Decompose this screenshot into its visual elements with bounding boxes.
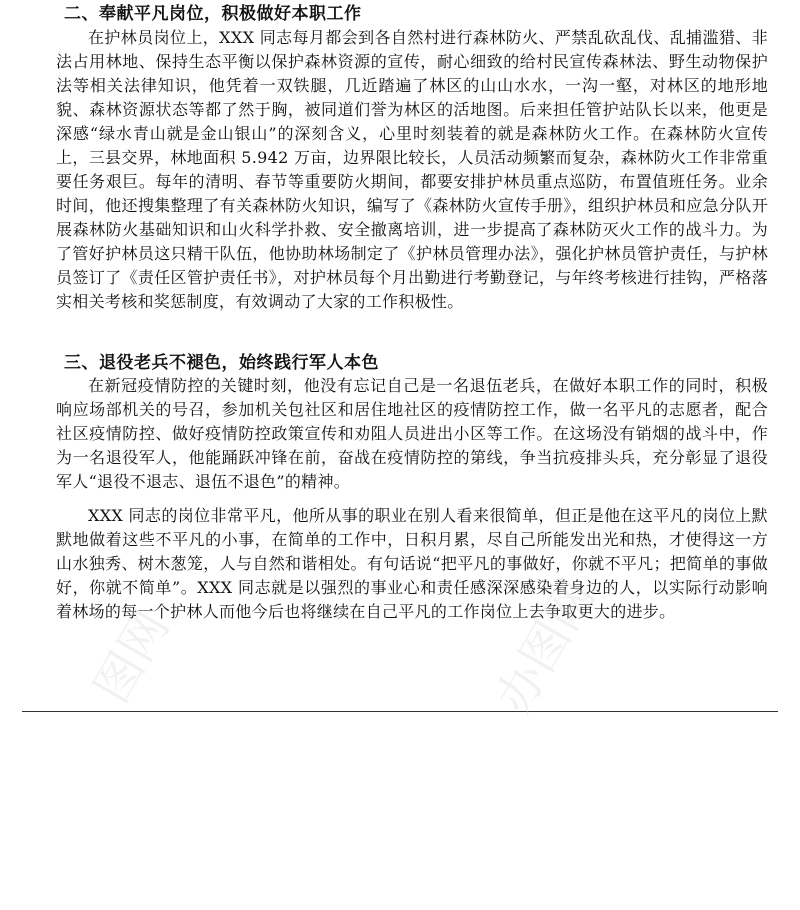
watermark: 图网: [83, 601, 181, 713]
section3-paragraph: 在新冠疫情防控的关键时刻，他没有忘记自己是一名退伍老兵，在做好本职工作的同时，积极响应场部机关的号召，参加机关包社区和居住地社区的疫情防控工作，做一名平凡的志愿者，配合社区疫情防控、做好疫情防控政策宣传和劝阻人员进出小区等工作。在这场没有销烟的战斗中，作为一名退役军人，他能踊跃冲锋在前，奋战在疫情防控的第线，争当抗疫排头兵，充分彰显了退役军人“退役不退志、退伍不退色”的精神。: [56, 376, 768, 491]
section3-heading: 三、退役老兵不褪色，始终践行军人本色: [64, 353, 379, 373]
closing-paragraph: XXX 同志的岗位非常平凡，他所从事的职业在别人看来很简单，但正是他在这平凡的岗位上默默地做着这些不平凡的小事，在简单的工作中，日积月累，尽自己所能发出光和热，才使得这一方山水独秀、树木葱笼，人与自然和谐相处。有句话说“把平凡的事做好，你就不平凡；把简单的事做好，你就不简单”。XXX 同志就是以强烈的事业心和责任感深深感染着身边的人，以实际行动影响着林场的每一个护林人而他今后也将继续在自己平凡的工作岗位上去争取更大的进步。: [56, 506, 768, 621]
section2-heading: 二、奉献平凡岗位，积极做好本职工作: [64, 4, 362, 24]
watermark: 办图网: [485, 570, 607, 724]
page-divider: [22, 711, 778, 712]
section2-paragraph: 在护林员岗位上，XXX 同志每月都会到各自然村进行森林防火、严禁乱砍乱伐、乱捕滥猎、非法占用林地、保持生态平衡以保护森林资源的宣传，耐心细致的给村民宣传森林法、野生动物保护法等相关法律知识，他凭着一双铁腿，几近踏遍了林区的山山水水，一沟一壑，对林区的地形地貌、森林资源状态等都了然于胸，被同道们誉为林区的活地图。后来担任管护站队长以来，他更是深感“绿水青山就是金山银山”的深刻含义，心里时刻装着的就是森林防火工作。在森林防火宣传上，三县交界，林地面积 5.942 万亩，边界限比较长，人员活动频繁而复杂，森林防火工作非常重要任务艰巨。每年的清明、春节等重要防火期间，都要安排护林员重点巡防，布置值班任务。业余时间，他还搜集整理了有关森林防火知识，编写了《森林防火宣传手册》，组织护林员和应急分队开展森林防火基础知识和山火科学扑救、安全撤离培训，进一步提高了森林防灭火工作的战斗力。为了管好护林员这只精干队伍，他协助林场制定了《护林员管理办法》，强化护林员管护责任，与护林员签订了《责任区管护责任书》，对护林员每个月出勤进行考勤登记，与年终考核进行挂钩，严格落实相关考核和奖惩制度，有效调动了大家的工作积极性。: [56, 28, 768, 311]
